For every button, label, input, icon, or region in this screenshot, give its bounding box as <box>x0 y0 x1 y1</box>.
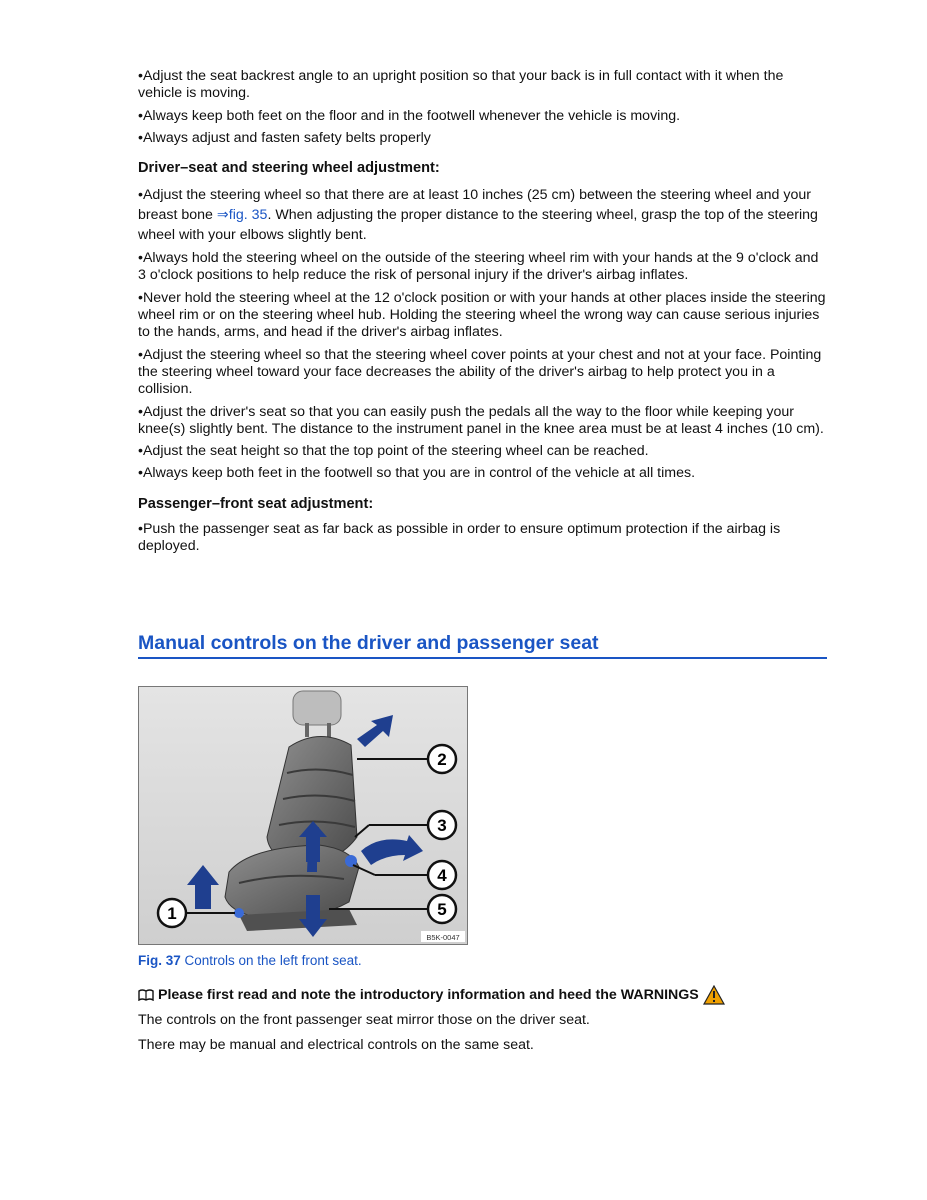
svg-text:1: 1 <box>167 904 177 923</box>
list-item: •Adjust the seat height so that the top point of the steering wheel can be reached. <box>138 443 649 460</box>
svg-text:5: 5 <box>437 900 447 919</box>
svg-text:2: 2 <box>437 750 447 769</box>
svg-text:4: 4 <box>437 866 447 885</box>
callout-3 <box>428 811 456 839</box>
warning-triangle-icon[interactable] <box>703 985 725 1005</box>
seat-controls-figure <box>138 686 468 945</box>
figure-code: B5K-0047 <box>426 933 460 942</box>
svg-text:3: 3 <box>437 816 447 835</box>
book-icon <box>138 989 154 1001</box>
bullet-text: Always keep both feet in the footwell so that you are in control of the vehicle at all times. <box>142 465 696 482</box>
fig-35-link[interactable]: ⇒fig. 35 <box>216 207 268 224</box>
bullet-text: Always hold the steering wheel on the outside of the steering wheel rim with your hands at the 9 o'clock and 3 o'clock positions to help reduce the risk of personal injury if the driver's airbag inflates. <box>138 250 819 284</box>
list-item: •Never hold the steering wheel at the 12 o'clock position or with your hands at other places inside the steering wheel rim or on the steering wheel hub. Holding the steering wheel the wrong way can cause serious injuries to the hands, arms, and head if the driver's airbag inflates. <box>138 289 826 341</box>
body-text <box>138 68 828 560</box>
bullet-text: Adjust the steering wheel so that there are at least 10 inches (25 cm) between the steering wheel and your breast bone <box>138 187 811 224</box>
bullet-text: Always adjust and fasten safety belts properly <box>142 129 431 146</box>
bullet-text: Adjust the seat height so that the top point of the steering wheel can be reached. <box>142 443 649 460</box>
bullet-text: Never hold the steering wheel at the 12 o'clock position or with your hands at other places inside the steering wheel rim or on the steering wheel hub. Holding the steering wheel the wrong way can cause serious injuries to the hands, arms, and head if the driver's airbag inflates. <box>138 289 826 341</box>
callout-1 <box>158 899 186 927</box>
bullet-text: Push the passenger seat as far back as possible in order to ensure optimum protection if the airbag is deployed. <box>138 520 781 555</box>
list-item: •Adjust the steering wheel so that there are at least 10 inches (25 cm) between the steering wheel and your breast bone ⇒fig. 35. When adjusting the proper distance to the steering wheel, grasp the top of the steering wheel with your elbows slightly bent. <box>138 187 818 244</box>
bullet-text: Adjust the driver's seat so that you can easily push the pedals all the way to the floor while keeping your knee(s) slightly bent. The distance to the instrument panel in the knee area must be at least 4 inches (10 cm). <box>138 403 824 437</box>
callout-4 <box>428 861 456 889</box>
caption-label: Fig. 37 <box>138 953 181 968</box>
callout-5 <box>428 895 456 923</box>
bullet-text: Always keep both feet on the floor and in the footwell whenever the vehicle is moving. <box>142 107 681 124</box>
paragraph: There may be manual and electrical controls on the same seat. <box>138 1037 534 1053</box>
bullet-text: Adjust the seat backrest angle to an upright position so that your back is in full contact with it when the vehicle is moving. <box>138 68 784 102</box>
list-item: •Always keep both feet in the footwell so that you are in control of the vehicle at all times. <box>138 465 696 482</box>
list-item: •Push the passenger seat as far back as possible in order to ensure optimum protection if the airbag is deployed. <box>138 520 781 555</box>
read-note-text: Please first read and note the introductory information and heed the WARNINGS <box>158 987 699 1003</box>
list-item: •Adjust the seat backrest angle to an upright position so that your back is in full contact with it when the vehicle is moving. <box>138 68 784 102</box>
bullet-text: Adjust the steering wheel so that the steering wheel cover points at your chest and not at your face. Pointing the steering wheel toward your face decreases the ability of the driver's airbag to help protect you in a collision. <box>138 346 822 398</box>
section-title: Manual controls on the driver and passenger seat <box>138 631 827 659</box>
passenger-heading: Passenger–front seat adjustment: <box>138 495 374 512</box>
paragraph: The controls on the front passenger seat mirror those on the driver seat. <box>138 1012 590 1028</box>
list-item: •Always keep both feet on the floor and in the footwell whenever the vehicle is moving. <box>138 107 681 124</box>
read-note <box>138 985 725 1005</box>
callout-2 <box>428 745 456 773</box>
figure-caption <box>138 953 362 968</box>
driver-heading: Driver–seat and steering wheel adjustment: <box>138 160 440 177</box>
list-item: •Adjust the steering wheel so that the steering wheel cover points at your chest and not at your face. Pointing the steering wheel toward your face decreases the ability of the driver's airbag to help protect you in a collision. <box>138 346 822 398</box>
bullet-text: . When adjusting the proper distance to the steering wheel, grasp the top of the steering wheel with your elbows slightly bent. <box>138 207 818 244</box>
seat-illustration <box>139 687 467 944</box>
list-item: •Always hold the steering wheel on the outside of the steering wheel rim with your hands at the 9 o'clock and 3 o'clock positions to help reduce the risk of personal injury if the driver's airbag inflates. <box>138 250 819 284</box>
list-item: •Always adjust and fasten safety belts properly <box>138 129 431 146</box>
caption-text: Controls on the left front seat. <box>180 953 362 968</box>
list-item: •Adjust the driver's seat so that you can easily push the pedals all the way to the floor while keeping your knee(s) slightly bent. The distance to the instrument panel in the knee area must be at least 4 inches (10 cm). <box>138 403 824 437</box>
